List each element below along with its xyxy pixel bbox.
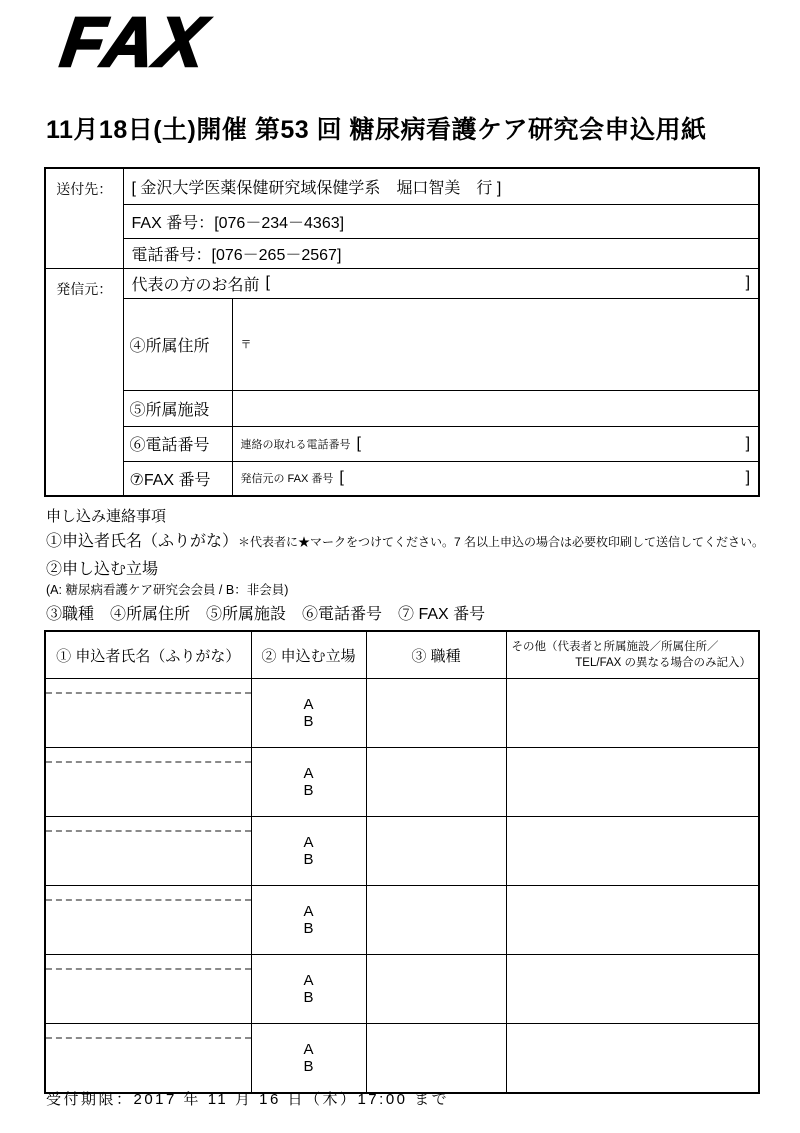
tel-number-value: [076－265－2567] bbox=[211, 246, 342, 264]
furigana-divider bbox=[46, 761, 251, 763]
close-bracket: ] bbox=[745, 434, 751, 452]
page-title: 11月18日(土)開催 第53 回 糖尿病看護ケア研究会申込用紙 bbox=[46, 116, 707, 144]
header-position: ② 申込む立場 bbox=[251, 631, 366, 679]
sender-tel-field[interactable] bbox=[232, 426, 759, 461]
fax-header-table bbox=[44, 167, 760, 497]
note-applicant-name bbox=[46, 528, 764, 551]
option-b[interactable]: B bbox=[303, 782, 314, 799]
notes-heading: 申し込み連絡事項 bbox=[46, 508, 167, 525]
applicants-table bbox=[44, 630, 760, 1094]
header-other-line2: TEL/FAX の異なる場合のみ記入） bbox=[575, 657, 751, 669]
header-occupation: ③ 職種 bbox=[366, 631, 506, 679]
sender-fax-field[interactable] bbox=[232, 461, 759, 496]
note-item1-label: ①申込者氏名（ふりがな） bbox=[46, 533, 239, 550]
applicant-row bbox=[45, 955, 759, 1024]
option-a[interactable]: A bbox=[303, 972, 314, 989]
sender-fax-label: ⑦FAX 番号 bbox=[123, 461, 232, 496]
other-cell[interactable] bbox=[506, 955, 759, 1024]
open-bracket: [ bbox=[356, 434, 361, 452]
applicant-name-cell[interactable] bbox=[45, 1024, 251, 1094]
fax-number-label: FAX 番号： bbox=[131, 214, 215, 232]
other-cell[interactable] bbox=[506, 748, 759, 817]
option-b[interactable]: B bbox=[303, 920, 314, 937]
applicant-row bbox=[45, 1024, 759, 1094]
note-item1-hint: ＊代表者に★マークをつけてください。7 名以上申込の場合は必要枚印刷して送信してください。 bbox=[238, 535, 765, 549]
furigana-divider bbox=[46, 1037, 251, 1039]
close-bracket: ] bbox=[745, 274, 751, 291]
deadline-text: 受付期限：2017 年 11 月 16 日（木）17:00 まで bbox=[46, 1091, 450, 1108]
furigana-divider bbox=[46, 830, 251, 832]
note-other-items: ③職種 ④所属住所 ⑤所属施設 ⑥電話番号 ⑦ FAX 番号 bbox=[46, 606, 486, 623]
option-a[interactable]: A bbox=[303, 834, 314, 851]
position-cell bbox=[251, 886, 366, 955]
tel-number-label: 電話番号： bbox=[131, 246, 212, 264]
open-bracket: [ bbox=[339, 469, 344, 487]
destination-value: [ 金沢大学医薬保健研究域保健学系 堀口智美 行 ] bbox=[123, 168, 759, 204]
position-cell bbox=[251, 748, 366, 817]
option-a[interactable]: A bbox=[303, 1041, 314, 1058]
note-membership-options: (A: 糖尿病看護ケア研究会会員 / B：非会員) bbox=[46, 583, 289, 597]
other-cell[interactable] bbox=[506, 1024, 759, 1094]
sender-label: 発信元： bbox=[45, 268, 123, 496]
furigana-divider bbox=[46, 692, 251, 694]
destination-tel-row bbox=[123, 238, 759, 268]
option-b[interactable]: B bbox=[303, 989, 314, 1006]
header-applicant-name: ① 申込者氏名（ふりがな） bbox=[45, 631, 251, 679]
position-cell bbox=[251, 1024, 366, 1094]
sender-fax-hint: 発信元の FAX 番号 bbox=[240, 473, 334, 486]
furigana-divider bbox=[46, 968, 251, 970]
affiliation-facility-field[interactable] bbox=[232, 390, 759, 426]
option-a[interactable]: A bbox=[303, 765, 314, 782]
furigana-divider bbox=[46, 899, 251, 901]
position-cell bbox=[251, 955, 366, 1024]
header-other bbox=[506, 631, 759, 679]
close-bracket: ] bbox=[745, 469, 751, 487]
option-a[interactable]: A bbox=[303, 903, 314, 920]
fax-number-value: [076－234－4363] bbox=[214, 214, 345, 232]
applicant-name-cell[interactable] bbox=[45, 886, 251, 955]
occupation-cell[interactable] bbox=[366, 748, 506, 817]
other-cell[interactable] bbox=[506, 817, 759, 886]
applicant-name-cell[interactable] bbox=[45, 679, 251, 748]
destination-fax-row bbox=[123, 204, 759, 238]
applicant-name-cell[interactable] bbox=[45, 955, 251, 1024]
representative-name-row[interactable] bbox=[123, 268, 759, 298]
other-cell[interactable] bbox=[506, 679, 759, 748]
header-other-line1: その他（代表者と所属施設／所属住所／ bbox=[511, 640, 719, 653]
send-to-label: 送付先： bbox=[45, 168, 123, 268]
occupation-cell[interactable] bbox=[366, 817, 506, 886]
open-bracket: [ bbox=[265, 274, 270, 291]
applicant-row bbox=[45, 817, 759, 886]
occupation-cell[interactable] bbox=[366, 1024, 506, 1094]
affiliation-address-label: ④所属住所 bbox=[123, 298, 232, 390]
other-cell[interactable] bbox=[506, 886, 759, 955]
option-b[interactable]: B bbox=[303, 1058, 314, 1075]
sender-tel-label: ⑥電話番号 bbox=[123, 426, 232, 461]
affiliation-facility-label: ⑤所属施設 bbox=[123, 390, 232, 426]
note-apply-position: ②申し込む立場 bbox=[46, 561, 159, 578]
affiliation-address-field[interactable] bbox=[232, 298, 759, 390]
applicant-name-cell[interactable] bbox=[45, 748, 251, 817]
applicants-header-row bbox=[45, 631, 759, 679]
representative-name-label: 代表の方のお名前 bbox=[131, 276, 260, 294]
sender-tel-hint: 連絡の取れる電話番号 bbox=[240, 438, 351, 451]
occupation-cell[interactable] bbox=[366, 679, 506, 748]
applicant-row bbox=[45, 679, 759, 748]
option-a[interactable]: A bbox=[303, 696, 314, 713]
option-b[interactable]: B bbox=[303, 713, 314, 730]
occupation-cell[interactable] bbox=[366, 886, 506, 955]
option-b[interactable]: B bbox=[303, 851, 314, 868]
applicant-name-cell[interactable] bbox=[45, 817, 251, 886]
position-cell bbox=[251, 817, 366, 886]
position-cell bbox=[251, 679, 366, 748]
fax-logo: FAX bbox=[56, 3, 213, 81]
applicant-row bbox=[45, 886, 759, 955]
postal-mark: 〒 bbox=[240, 339, 252, 351]
applicant-row bbox=[45, 748, 759, 817]
occupation-cell[interactable] bbox=[366, 955, 506, 1024]
